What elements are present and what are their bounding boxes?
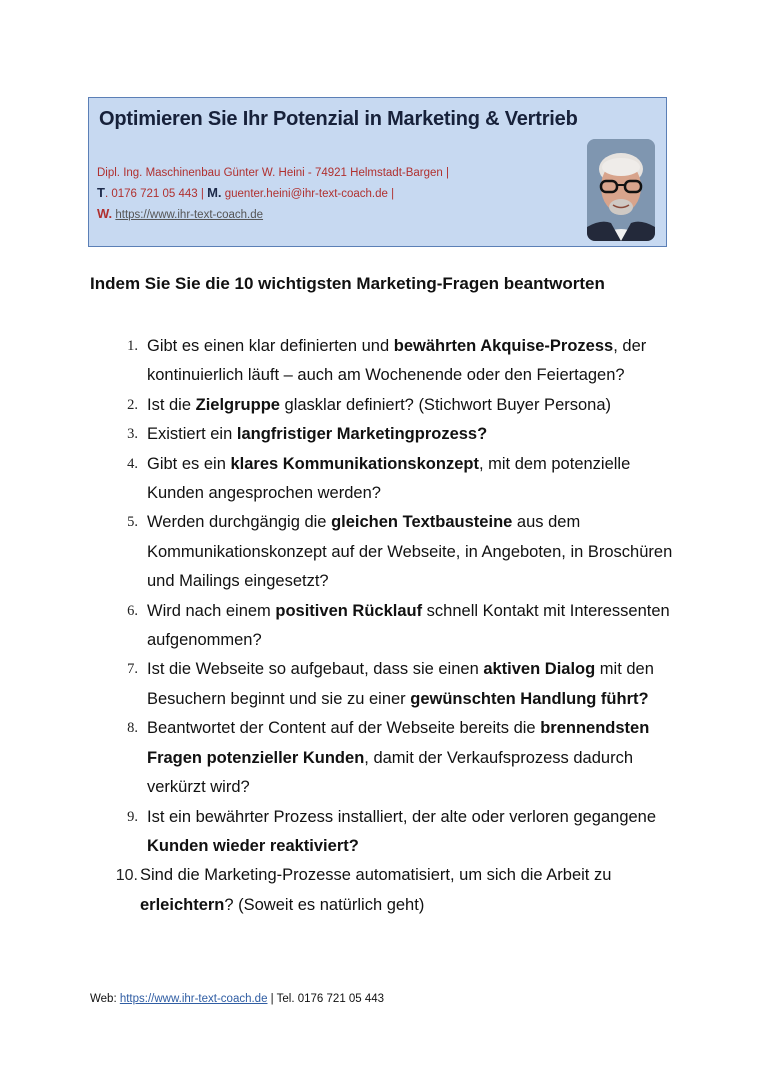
portrait-photo: [587, 139, 655, 241]
item-text: Beantwortet der Content auf der Webseite bereits die brennendsten Fragen potenzieller Kunden, damit der Verkaufsprozess dadurch verkürzt wird?: [147, 719, 650, 797]
item-text: Ist die Zielgruppe glasklar definiert? (Stichwort Buyer Persona): [147, 395, 612, 414]
item-text: Sind die Marketing-Prozesse automatisiert, um sich die Arbeit zu erleichtern? (Soweit es natürlich geht): [140, 866, 612, 914]
question-item: [90, 420, 690, 449]
question-item: [90, 861, 690, 920]
portrait-icon: [587, 139, 655, 241]
item-text: Ist die Webseite so aufgebaut, dass sie einen aktiven Dialog mit den Besuchern beginnt und sie zu einer gewünschten Handlung führt?: [147, 660, 654, 708]
footer-suffix: | Tel. 0176 721 05 443: [267, 993, 385, 1005]
web-link[interactable]: https://www.ihr-text-coach.de: [115, 209, 264, 221]
question-item: [90, 391, 690, 420]
mail-label: M.: [207, 185, 222, 200]
item-number: 3.: [127, 426, 138, 443]
question-item: [90, 597, 690, 656]
question-item: [90, 655, 690, 714]
footer-web-link[interactable]: https://www.ihr-text-coach.de: [119, 993, 268, 1005]
footer-prefix: Web:: [90, 993, 120, 1005]
item-text: Ist ein bewährter Prozess installiert, der alte oder verloren gegangene Kunden wieder reaktiviert?: [147, 807, 657, 855]
question-list: [90, 332, 690, 920]
question-item: [90, 803, 690, 862]
section-heading: Indem Sie Sie die 10 wichtigsten Marketing-Fragen beantworten: [90, 274, 605, 293]
item-number: 10.: [115, 867, 138, 885]
contact-line-address: Dipl. Ing. Maschinenbau Günter W. Heini - 74921 Helmstadt-Bargen |: [97, 167, 449, 179]
contact-line-phone-mail: [97, 183, 449, 204]
contact-line-web: [97, 204, 449, 225]
item-text: Werden durchgängig die gleichen Textbausteine aus dem Kommunikationskonzept auf der Webseite, in Angeboten, in Broschüren und Mailings eingesetzt?: [147, 513, 673, 591]
item-text: Gibt es einen klar definierten und bewährten Akquise-Prozess, der kontinuierlich läuft – auch am Wochenende oder den Feiertagen?: [147, 337, 647, 385]
item-number: 4.: [127, 455, 138, 472]
item-number: 6.: [127, 602, 138, 619]
item-number: 7.: [127, 661, 138, 678]
phone-number: . 0176 721 05 443 |: [104, 188, 204, 200]
question-item: [90, 332, 690, 391]
header-box: [88, 97, 667, 247]
mail-address[interactable]: guenter.heini@ihr-text-coach.de |: [224, 188, 395, 200]
web-label: W.: [97, 206, 113, 221]
item-number: 2.: [127, 396, 138, 413]
question-item: [90, 714, 690, 802]
question-item: [90, 450, 690, 509]
page-footer: [90, 993, 384, 1005]
item-number: 8.: [127, 720, 138, 737]
question-item: [90, 508, 690, 596]
contact-block: [97, 164, 449, 225]
item-text: Wird nach einem positiven Rücklauf schnell Kontakt mit Interessenten aufgenommen?: [147, 601, 670, 650]
item-number: 1.: [127, 338, 138, 354]
item-text: Existiert ein langfristiger Marketingprozess?: [147, 425, 488, 444]
item-text: Gibt es ein klares Kommunikationskonzept, mit dem potenzielle Kunden angesprochen werden?: [147, 454, 631, 503]
item-number: 9.: [127, 808, 138, 825]
phone-label: T: [97, 185, 105, 200]
item-number: 5.: [127, 514, 138, 531]
header-title: Optimieren Sie Ihr Potenzial in Marketing & Vertrieb: [99, 108, 578, 130]
